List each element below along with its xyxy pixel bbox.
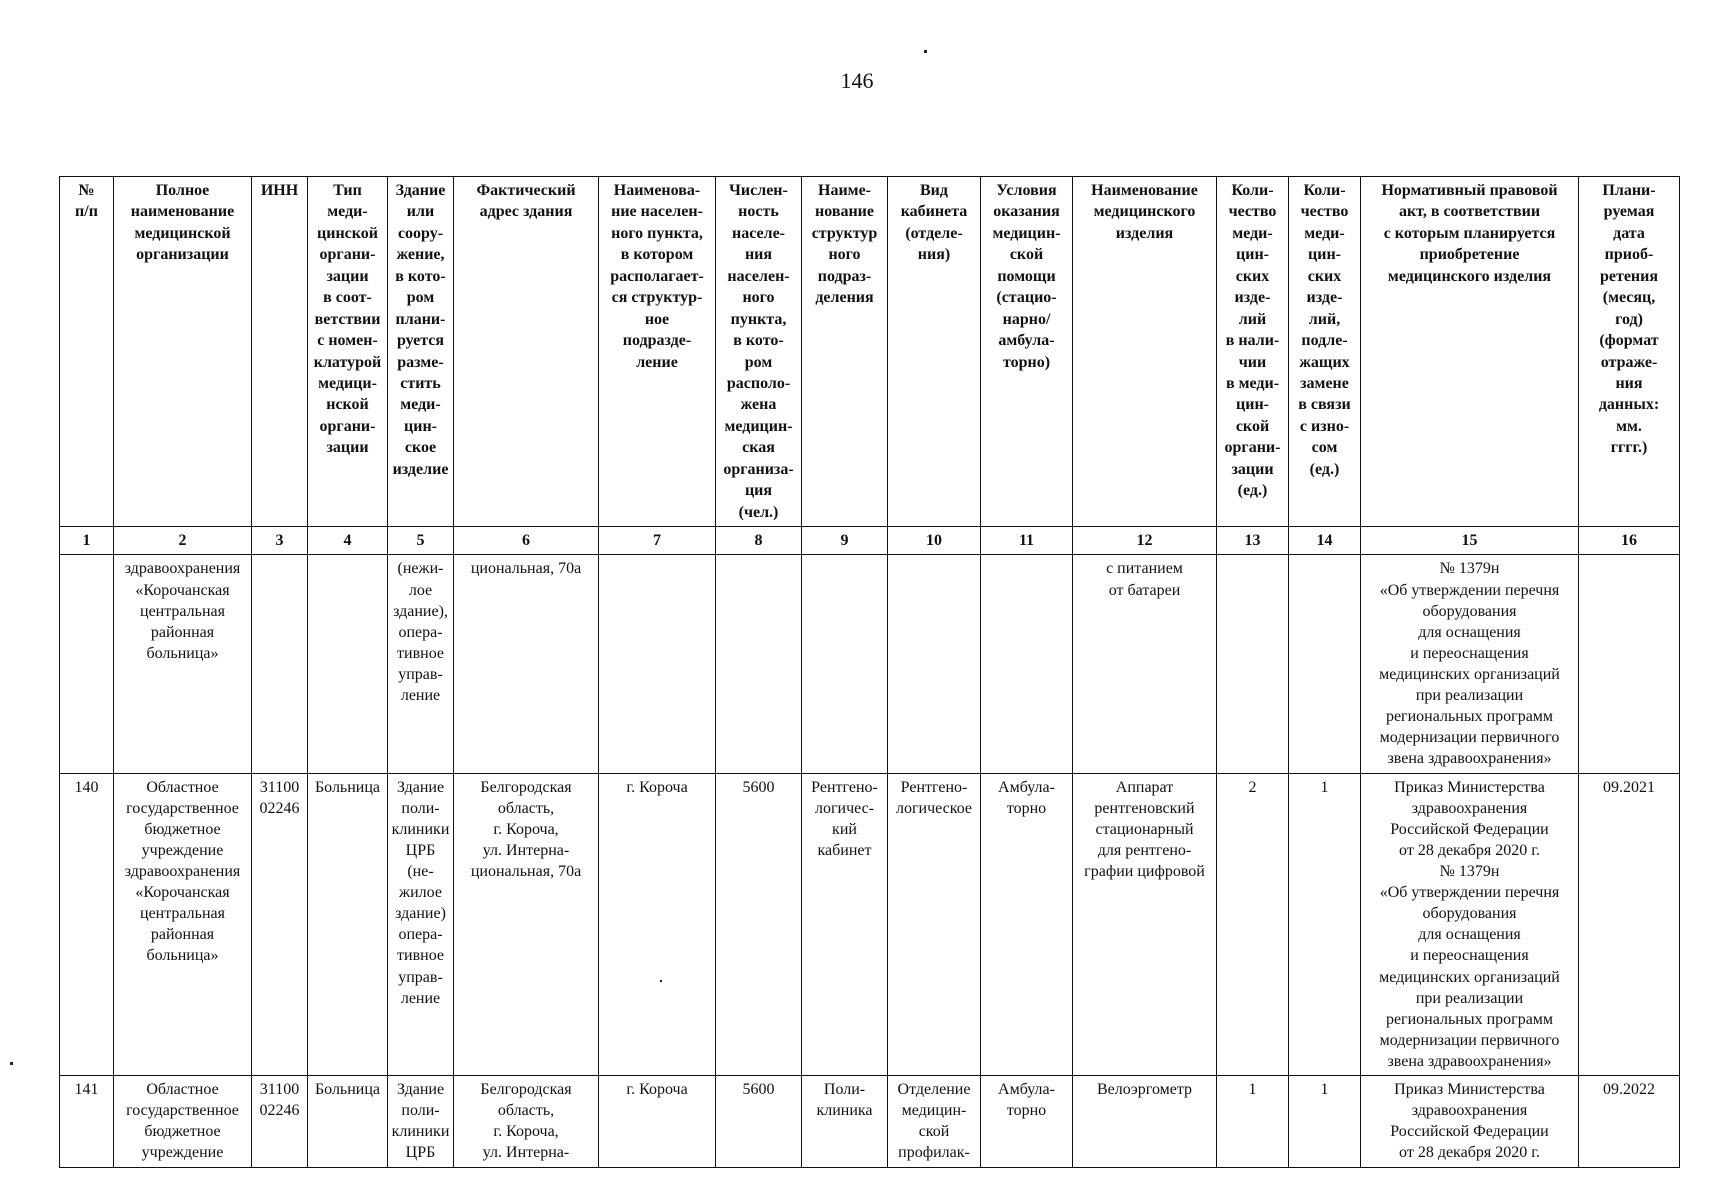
- column-header: Здание или соору- жение, в кото- ром плани- руется разме- стить меди- цин- ское изделие: [388, 177, 454, 527]
- table-cell: Отделение медицин- ской профилак-: [888, 1076, 981, 1167]
- table-cell: Белгородская область, г. Короча, ул. Интерна- циональная, 70а: [454, 773, 599, 1076]
- table-cell: Здание поли- клиники ЦРБ (не- жилое здание) опера- тивное управ- ление: [388, 773, 454, 1076]
- column-number: 9: [802, 527, 888, 555]
- table-header-row: [60, 177, 1680, 527]
- table-cell: (нежи- лое здание), опера- тивное управ- ление: [388, 555, 454, 773]
- column-number: 5: [388, 527, 454, 555]
- table-cell: [981, 555, 1073, 773]
- table-cell: 140: [60, 773, 114, 1076]
- scan-speck: [10, 1062, 13, 1065]
- table-cell: № 1379н «Об утверждении перечня оборудования для оснащения и переоснащения медицинских организаций при реализации региональных программ модернизации первичного звена здравоохранения»: [1361, 555, 1579, 773]
- table-cell: Приказ Министерства здравоохранения Российской Федерации от 28 декабря 2020 г.: [1361, 1076, 1579, 1167]
- column-header: Плани- руемая дата приоб- ретения (месяц, год) (формат отраже- ния данных: мм. гггг.): [1579, 177, 1680, 527]
- column-header: Числен- ность населе- ния населен- ного пункта, в кото- ром располо- жена медицин- ская организа- ция (чел.): [716, 177, 802, 527]
- column-number: 7: [599, 527, 716, 555]
- table-cell: 1: [1217, 1076, 1289, 1167]
- table-cell: Рентгено- логическое: [888, 773, 981, 1076]
- table-cell: 5600: [716, 1076, 802, 1167]
- table-cell: Больница: [308, 773, 388, 1076]
- table-cell: 2: [1217, 773, 1289, 1076]
- table-cell: 5600: [716, 773, 802, 1076]
- table-cell: [1579, 555, 1680, 773]
- table-cell: Амбула- торно: [981, 773, 1073, 1076]
- table-cell: с питанием от батареи: [1073, 555, 1217, 773]
- column-number: 11: [981, 527, 1073, 555]
- table-cell: Белгородская область, г. Короча, ул. Интерна-: [454, 1076, 599, 1167]
- table-row: [60, 1076, 1680, 1167]
- table-cell: [1217, 555, 1289, 773]
- column-header: Фактический адрес здания: [454, 177, 599, 527]
- table-cell: Больница: [308, 1076, 388, 1167]
- table-cell: Аппарат рентгеновский стационарный для рентгено- графии цифровой: [1073, 773, 1217, 1076]
- column-number: 13: [1217, 527, 1289, 555]
- column-number-row: [60, 527, 1680, 555]
- table-cell: 31100 02246: [252, 773, 308, 1076]
- column-header: Коли- чество меди- цин- ских изде- лий в нали- чии в меди- цин- ской органи- зации (ед.): [1217, 177, 1289, 527]
- table-row: [60, 773, 1680, 1076]
- table-cell: 09.2022: [1579, 1076, 1680, 1167]
- column-header: Тип меди- цинской органи- зации в соот- ветствии с номен- клатурой медици- нской органи- зации: [308, 177, 388, 527]
- table-cell: Областное государственное бюджетное учреждение здравоохранения «Корочанская центральная районная больница»: [114, 773, 252, 1076]
- table-cell: [802, 555, 888, 773]
- table-cell: г. Короча: [599, 1076, 716, 1167]
- column-number: 8: [716, 527, 802, 555]
- table-cell: [888, 555, 981, 773]
- column-header: ИНН: [252, 177, 308, 527]
- column-header: Наиме- нование структур ного подраз- деления: [802, 177, 888, 527]
- table-cell: Велоэргометр: [1073, 1076, 1217, 1167]
- table-cell: Областное государственное бюджетное учреждение: [114, 1076, 252, 1167]
- table-cell: Амбула- торно: [981, 1076, 1073, 1167]
- column-header: № п/п: [60, 177, 114, 527]
- column-number: 1: [60, 527, 114, 555]
- column-number: 16: [1579, 527, 1680, 555]
- column-header: Наименова- ние населен- ного пункта, в котором располагает- ся структур- ное подразде- ление: [599, 177, 716, 527]
- medical-equipment-table: [59, 176, 1680, 1168]
- column-number: 6: [454, 527, 599, 555]
- table-cell: [716, 555, 802, 773]
- column-header: Вид кабинета (отделе- ния): [888, 177, 981, 527]
- table-cell: [60, 555, 114, 773]
- table-cell: Поли- клиника: [802, 1076, 888, 1167]
- table-cell: циональная, 70а: [454, 555, 599, 773]
- table-cell: Приказ Министерства здравоохранения Российской Федерации от 28 декабря 2020 г. № 1379н «Об утверждении перечня оборудования для оснащения и переоснащения медицинских организаций при реализации региональных программ модернизации первичного звена здравоохранения»: [1361, 773, 1579, 1076]
- table-cell: Здание поли- клиники ЦРБ: [388, 1076, 454, 1167]
- table-cell: 31100 02246: [252, 1076, 308, 1167]
- scan-speck: [924, 50, 927, 53]
- column-number: 2: [114, 527, 252, 555]
- column-header: Наименование медицинского изделия: [1073, 177, 1217, 527]
- table-cell: Рентгено- логичес- кий кабинет: [802, 773, 888, 1076]
- table-cell: 141: [60, 1076, 114, 1167]
- column-number: 3: [252, 527, 308, 555]
- column-header: Нормативный правовой акт, в соответствии с которым планируется приобретение медицинского изделия: [1361, 177, 1579, 527]
- table-cell: [252, 555, 308, 773]
- column-header: Условия оказания медицин- ской помощи (стацио- нарно/ амбула- торно): [981, 177, 1073, 527]
- column-number: 15: [1361, 527, 1579, 555]
- table-cell: [308, 555, 388, 773]
- table-cell: 09.2021: [1579, 773, 1680, 1076]
- column-header: Полное наименование медицинской организации: [114, 177, 252, 527]
- page-number: 146: [840, 68, 874, 93]
- column-header: Коли- чество меди- цин- ских изде- лий, подле- жащих замене в связи с изно- сом (ед.): [1289, 177, 1361, 527]
- table-cell: г. Короча: [599, 773, 716, 1076]
- column-number: 12: [1073, 527, 1217, 555]
- table-cell: [599, 555, 716, 773]
- table-cell: здравоохранения «Корочанская центральная районная больница»: [114, 555, 252, 773]
- column-number: 14: [1289, 527, 1361, 555]
- table-cell: 1: [1289, 773, 1361, 1076]
- table-cell: 1: [1289, 1076, 1361, 1167]
- table-row-continuation: [60, 555, 1680, 773]
- table-cell: [1289, 555, 1361, 773]
- column-number: 10: [888, 527, 981, 555]
- column-number: 4: [308, 527, 388, 555]
